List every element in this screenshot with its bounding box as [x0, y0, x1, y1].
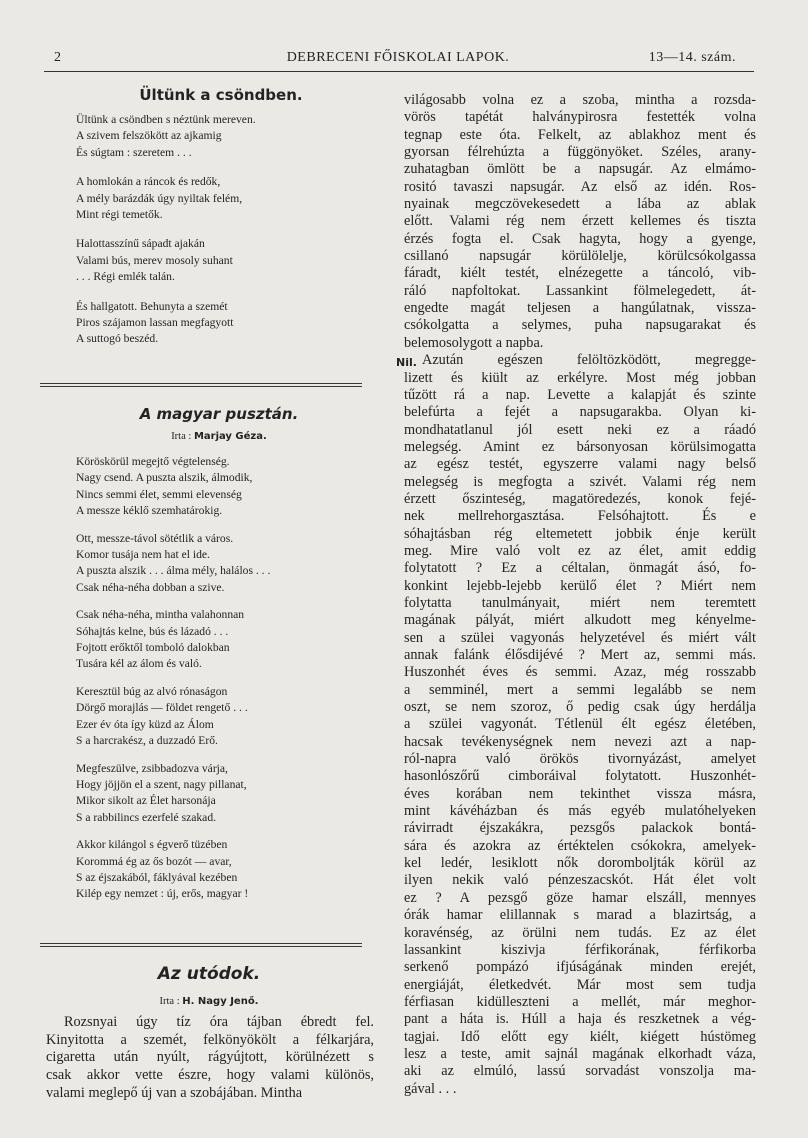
verse-line: A szivem felszökött az ajkamig [76, 129, 222, 143]
byline-prefix: Irta : [159, 996, 180, 1007]
text-line: sóhajtásban rég eltemetett jobbik énje került [404, 525, 756, 542]
text-line: férfiasan kidülleszteni a mellét, már meghor- [404, 993, 756, 1010]
story-column-left [46, 1014, 374, 1103]
verse-line: Halottasszínű sápadt ajakán [76, 237, 205, 251]
verse-line: Tusára kél az álom és való. [76, 657, 202, 671]
poem-byline [76, 431, 362, 442]
text-line: mint kávéházban és más egyéb mulatóhelyeken [404, 803, 756, 820]
text-line: konkint lejebb-lejebb kerülő élet ? Miért nem [404, 577, 756, 594]
verse-line: Mint régi temetők. [76, 208, 163, 222]
verse-line: A puszta alszik . . . álma mély, halálos . . . [76, 564, 271, 578]
text-line: előtt. Valami rég nem érzett kellemes és tiszta [404, 213, 756, 230]
text-line: melegség is megfogta a szivét. Valami rég nem [404, 473, 756, 490]
text-line: folytatta tanulmányait, miért nem teremtett [404, 594, 756, 611]
text-line: nyainak megczövekesedett a lába az ablak [404, 196, 756, 213]
text-line: érzett őszinteség, magatöredezés, konok fejé- [404, 490, 756, 507]
text-line: tűzött rá a nap. Levette a kalapját és szinte [404, 386, 756, 403]
verse-line: Valami bús, merev mosoly suhant [76, 253, 233, 267]
text-line: lassankint kiszivja férfikorának, férfikorba [404, 941, 756, 958]
text-line: cigaretta után nyúlt, rágyújtott, körülnézett s [46, 1049, 374, 1066]
verse-line: Megfeszülve, zsibbadozva várja, [76, 761, 228, 775]
author-name: H. Nagy Jenő. [182, 996, 259, 1007]
text-line: kel ledér, lesiklott nők doromboljták körül az [404, 855, 756, 872]
section-divider [40, 383, 362, 389]
text-line: gyorsan félrehúzta a függönyöket. Széles, arany- [404, 144, 756, 161]
text-line: tegnap este óta. Felkelt, az ablakhoz ment és [404, 126, 756, 143]
byline-prefix: Irta : [171, 431, 192, 442]
verse-line: Nincs semmi élet, semmi elevenség [76, 487, 242, 501]
text-line: lesz a teste, amit sajnál magának elkorhadt váza, [404, 1045, 756, 1062]
verse-line: Dörgő morajlás — földet rengető . . . [76, 701, 248, 715]
verse-line: A mély barázdák úgy nyiltak felém, [76, 191, 243, 205]
text-line: gával . . . [404, 1080, 457, 1097]
text-line: aki az elmúló, lassú sorvadást vonszolja ma- [404, 1063, 756, 1080]
text-line: ráló napfoltokat. Lassankint fölmelegedett, át- [404, 282, 756, 299]
poem-title: Ültünk a csöndben. [139, 86, 303, 104]
text-line: hasonlószőrű cimboráival folytatott. Huszonhét- [404, 768, 756, 785]
text-line: a szülei vagyonát. Tétlenül élt egész életében, [404, 716, 756, 733]
stanza [76, 607, 376, 673]
text-line: órák hamar elillannak s marad a blazirtság, a [404, 907, 756, 924]
verse-line: Fojtott erőktől tomboló dalokban [76, 641, 230, 655]
poem-ultunk [76, 86, 417, 369]
stanza [76, 684, 376, 750]
verse-line: Komor tusája nem hat el ide. [76, 548, 210, 562]
text-line: oszt, se nem szoroz, ő pedig csak úgy herdálja [404, 699, 756, 716]
verse-line: Hogy jöjjön el a szent, nagy pillanat, [76, 777, 247, 791]
text-line: vörös tapétát halványpirosra festették volna [404, 109, 756, 126]
running-header [40, 50, 756, 72]
text-line: koravénség, az örülni nem tudás. Ez az élet [404, 924, 756, 941]
text-line: világosabb volna ez a szoba, mintha a rozsda- [404, 92, 756, 108]
text-line: rávirradt éjszakákra, pezsgős palackok bontá- [404, 820, 756, 837]
text-line: éves korában nem tekinthet vissza másra, [404, 785, 756, 802]
verse-line: S a harcrakész, a duzzadó Erő. [76, 734, 218, 748]
text-line: meg. Mire való volt ez az élet, amit eddig [404, 542, 756, 559]
journal-title: DEBRECENI FŐISKOLAI LAPOK. [286, 50, 510, 65]
text-line: az egész testét, egyszerre valami nagy belső [404, 456, 756, 473]
verse-line: Csak néha-néha dobban a szive. [76, 580, 225, 594]
text-line: Rozsnyai úgy tíz óra tájban ébredt fel. [64, 1014, 374, 1030]
verse-line: Nagy csend. A puszta alszik, álmodik, [76, 471, 253, 485]
text-line: rositó tavaszi napsugár. Az első az idén. Ros- [404, 178, 756, 195]
text-line: belemosolygott a napba. [404, 334, 544, 351]
text-line: lizett és kiült az erkélyre. Most még jobban [404, 369, 756, 386]
verse-line: Keresztül búg az alvó rónaságon [76, 684, 228, 698]
text-line: folytatott ? Ez a céltalan, önmagát ásó, fo- [404, 560, 756, 577]
text-line: sen a szülei vagyonás helyzetével és miért vált [404, 629, 756, 646]
stanza [76, 837, 376, 903]
verse-line: A suttogó beszéd. [76, 332, 159, 346]
text-line: Azután egészen felöltözködött, megregge- [422, 352, 756, 369]
stanza [76, 299, 376, 348]
poem-body [76, 112, 376, 348]
verse-line: S a rabbilincs ezerfelé szakad. [76, 810, 217, 824]
text-line: melegség. Amint ez bársonyosan körülsimogatta [404, 438, 756, 455]
verse-line: Kilép egy nemzet : új, erős, magyar ! [76, 887, 249, 901]
text-line: csak akkor vette észre, hogy valami különös, [46, 1067, 374, 1084]
verse-line: Ott, messze-távol sötétlik a város. [76, 531, 234, 545]
poem-magyar-puszta [76, 405, 376, 903]
poem-body [76, 454, 376, 903]
issue-number: 13—14. szám. [648, 50, 736, 65]
text-line: érzés fogta el. Csak hagyta, hogy a gyenge, [404, 230, 756, 247]
verse-line: Mikor sikolt az Élet harsonája [76, 794, 216, 808]
section-divider [40, 943, 362, 949]
text-line: a semminél, mert a semmi legalább se nem [404, 681, 756, 698]
author-name: Marjay Géza. [193, 431, 267, 442]
verse-line: . . . Régi emlék talán. [76, 270, 175, 284]
verse-line: És súgtam : szeretem . . . [76, 145, 192, 159]
text-line: ról-napra való örökös tivornyázást, amelyet [404, 751, 756, 768]
verse-line: Sóhajtás kelne, bús és lázadó . . . [76, 624, 229, 638]
verse-line: A messze kéklő szemhatárokig. [76, 504, 223, 518]
text-line: csillanó napsugár körülölelje, körülcsókolgassa [404, 248, 756, 265]
story-byline [44, 996, 374, 1007]
stanza [76, 112, 376, 161]
page-number: 2 [54, 50, 62, 65]
text-line: Huszonhét éves és semmi. Azaz, még rosszabb [404, 664, 756, 681]
verse-line: Ezer év óta így küzd az Álom [76, 717, 214, 731]
text-line: energiáját, életkedvét. Már most sem tudja [404, 976, 756, 993]
text-line: ilyen nekik való pénzeszacskót. Hát élet volt [404, 872, 756, 889]
text-line: valami meglepő új van a szobájában. Mintha [46, 1084, 303, 1101]
text-line: fáradt, kiélt testét, elnézegette a táncoló, vib- [404, 265, 756, 282]
verse-line: Csak néha-néha, mintha valahonnan [76, 608, 245, 622]
text-line: sára és azokra az értéktelen csókokra, amelyek- [404, 837, 756, 854]
stanza [76, 174, 376, 223]
stanza [76, 761, 376, 827]
stanza [76, 236, 376, 285]
stanza [76, 454, 376, 520]
verse-line: Korommá ég az ős bozót — avar, [76, 854, 232, 868]
verse-line: Piros szájamon lassan megfagyott [76, 316, 234, 330]
story-column-right [404, 92, 756, 1098]
text-line: engedte magát teljesen a hangúlatnak, vissza- [404, 300, 756, 317]
verse-line: S az éjszakából, fáklyával kezében [76, 870, 238, 884]
text-line: magának pályát, miért alkudott meg kényelme- [404, 612, 756, 629]
text-line: serkenő pompázó ifjúságának minden erejét, [404, 959, 756, 976]
text-line: Kinyitotta a szemét, felkönyökölt a félkarjára, [46, 1031, 374, 1048]
text-line: csókolgatta a selymes, puha napsugarakat és [404, 317, 756, 334]
verse-line: Köröskörül megejtő végtelenség. [76, 455, 230, 468]
verse-line: És hallgatott. Behunyta a szemét [76, 299, 228, 313]
header-rule [44, 71, 754, 72]
verse-line: Akkor kilángol s égverő tüzében [76, 838, 228, 852]
text-line: belefúrta a fejét a napsugarakba. Olyan ki- [404, 404, 756, 421]
poem-signature: Nil. [396, 356, 417, 369]
text-line: annak falánk élősdijévé ? Mert az, semmi más. [404, 647, 756, 663]
poem-title: A magyar pusztán. [139, 405, 299, 423]
text-line: pant a háta is. Húll a haja és reszketnek a vég- [404, 1011, 756, 1028]
text-line: zuhatagban ömlött be a napsugár. Az elmámo- [404, 161, 756, 178]
text-line: hacsak tevékenységnek nem nevezi azt a nap- [404, 733, 756, 750]
text-line: mondhatatlanul jól esett neki ez a ráadó [404, 421, 756, 438]
verse-line: Ültünk a csöndben s néztünk mereven. [76, 113, 256, 126]
text-line: ez ? A pezsgő göze hamar elszáll, mennyes [404, 889, 756, 906]
text-line: tagjai. Idő előtt egy kiélt, kiégett hústömeg [404, 1028, 756, 1045]
stanza [76, 531, 376, 597]
verse-line: A homlokán a ráncok és redők, [76, 175, 221, 189]
story-title: Az utódok. [157, 964, 261, 984]
text-line: nek mellrehorgasztása. Felsóhajtott. És e [404, 508, 756, 525]
